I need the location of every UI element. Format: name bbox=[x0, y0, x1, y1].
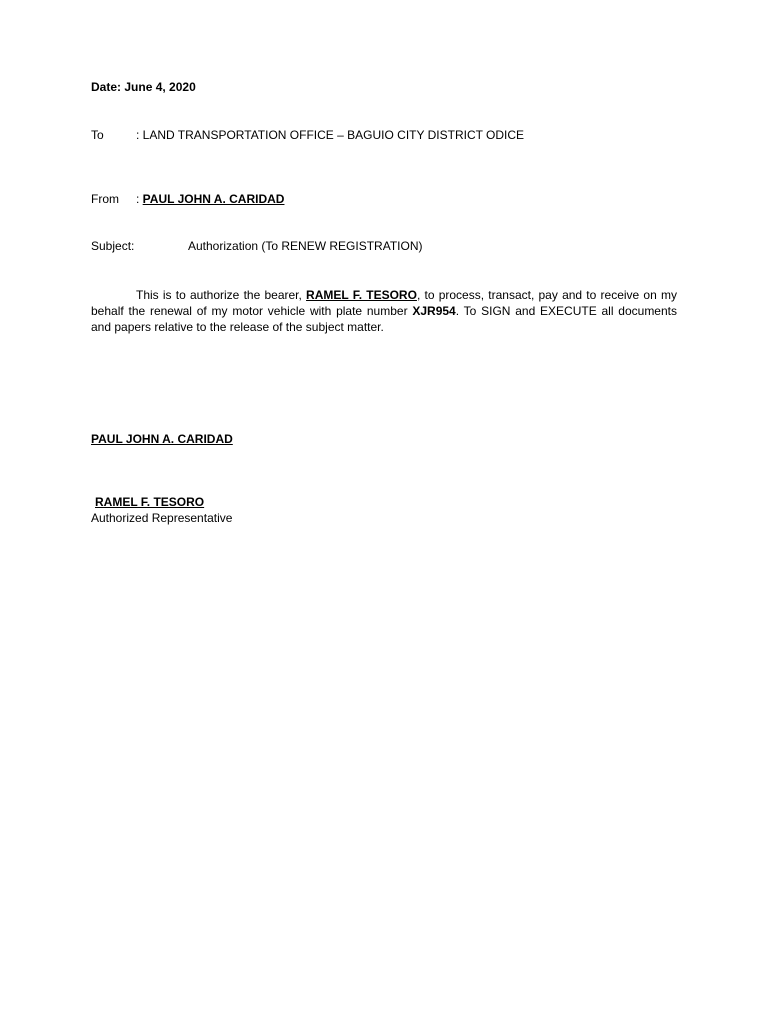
subject-label: Subject: bbox=[91, 239, 135, 253]
representative-title: Authorized Representative bbox=[91, 511, 233, 525]
authorization-paragraph bbox=[91, 287, 677, 335]
date-line bbox=[91, 80, 196, 94]
body-text-middle: , to process, transact, pay and to receive on my behalf the renewal of my motor vehicle with plate number bbox=[91, 288, 677, 318]
to-line bbox=[91, 128, 524, 142]
to-value: : LAND TRANSPORTATION OFFICE – BAGUIO CITY DISTRICT ODICE bbox=[136, 128, 525, 142]
signatory-name: PAUL JOHN A. CARIDAD bbox=[91, 432, 233, 446]
from-label: From bbox=[91, 192, 119, 206]
date-value: June 4, 2020 bbox=[124, 80, 196, 94]
subject-line bbox=[91, 239, 423, 253]
to-label: To bbox=[91, 128, 104, 142]
subject-value: Authorization (To RENEW REGISTRATION) bbox=[188, 239, 423, 253]
date-label: Date: bbox=[91, 80, 122, 94]
representative-name: RAMEL F. TESORO bbox=[95, 495, 205, 509]
from-line bbox=[91, 192, 284, 206]
bearer-name: RAMEL F. TESORO bbox=[306, 288, 417, 302]
plate-number: XJR954 bbox=[412, 304, 456, 318]
from-value: PAUL JOHN A. CARIDAD bbox=[142, 192, 285, 206]
from-colon: : bbox=[136, 192, 143, 206]
body-text-intro: This is to authorize the bearer, bbox=[136, 288, 307, 302]
body-text-end: . To SIGN and EXECUTE all documents and papers relative to the release of the subject matter. bbox=[91, 304, 677, 334]
